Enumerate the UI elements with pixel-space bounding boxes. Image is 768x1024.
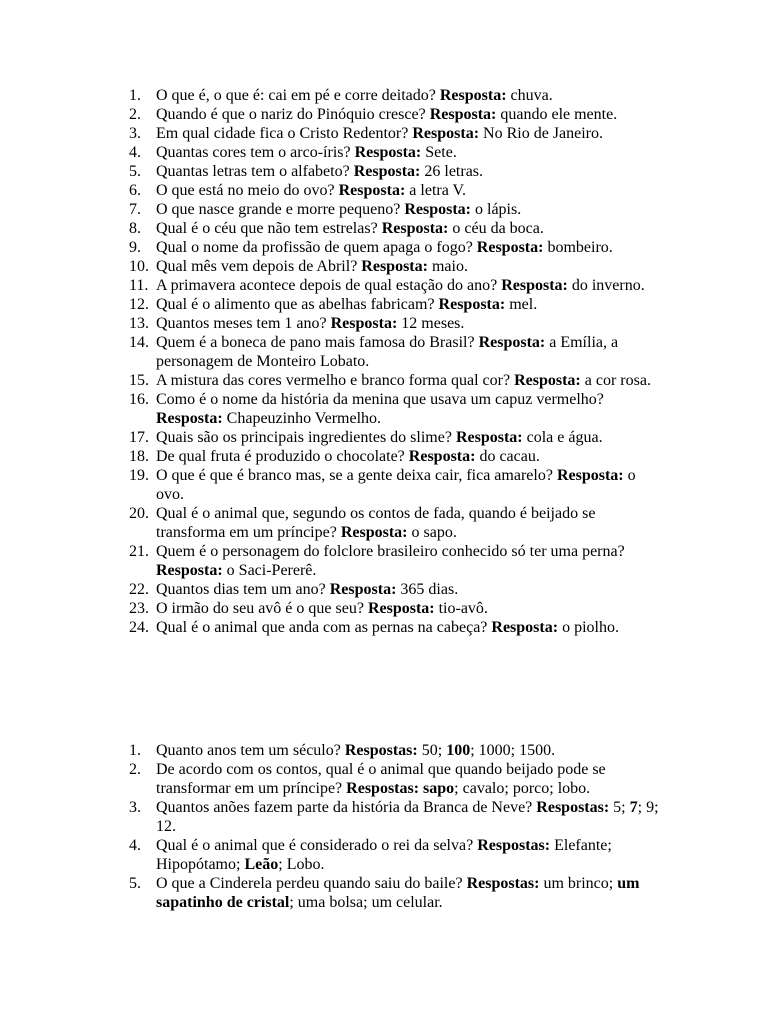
correct-option: 7 (629, 799, 638, 816)
answer-label: Resposta: (329, 581, 397, 598)
item-number: 16. (129, 391, 149, 408)
answer-label: Resposta: (338, 182, 406, 199)
answer-text: a cor rosa. (584, 372, 651, 389)
answer-text: chuva. (510, 87, 553, 104)
question-text: O que a Cinderela perdeu quando saiu do baile? (156, 875, 463, 892)
riddle-item (0, 314, 768, 333)
question-text: Qual é o animal que anda com as pernas na cabeça? (156, 619, 488, 636)
answer-label: Resposta: (156, 562, 223, 579)
question-text: De acordo com os contos, qual é o animal que quando beijado pode se transformar em um príncipe? (156, 761, 606, 797)
answer-text: Sete. (425, 144, 457, 161)
answer-option: cavalo (462, 780, 505, 797)
item-number: 18. (129, 448, 149, 465)
question-text: Quantos anões fazem parte da história da Branca de Neve? (156, 799, 533, 816)
answer-option: 1000 (478, 742, 511, 759)
riddle-item (0, 428, 768, 447)
question-text: O irmão do seu avô é o que seu? (156, 600, 364, 617)
answer-label: Resposta: (340, 524, 408, 541)
answer-option: 5 (613, 799, 622, 816)
answer-text: maio. (431, 258, 468, 275)
answer-option: 12. (156, 818, 176, 835)
item-number: 8. (129, 220, 141, 237)
correct-option: Leão (244, 856, 279, 873)
answer-text: o lápis. (475, 201, 522, 218)
item-number: 12. (129, 296, 149, 313)
question-text: Quais são os principais ingredientes do slime? (156, 429, 452, 446)
answer-option: Elefante (554, 837, 608, 854)
quiz-item: 1. Quanto anos tem um século? Respostas: 50; 100; 1000; 1500. (129, 742, 556, 759)
riddle-item (0, 105, 768, 124)
question-text: Quanto anos tem um século? (156, 742, 341, 759)
answer-option: uma bolsa (297, 894, 364, 911)
item-number: 2. (129, 106, 141, 123)
item-number: 5. (129, 875, 141, 892)
item-number: 7. (129, 201, 141, 218)
item-number: 1. (129, 87, 141, 104)
answer-label: Resposta: (156, 410, 223, 427)
riddle-item (0, 124, 768, 143)
riddle-item (0, 333, 768, 371)
item-number: 20. (129, 505, 149, 522)
correct-option: 100 (446, 742, 471, 759)
item-number: 14. (129, 334, 149, 351)
riddle-item (0, 390, 768, 428)
item-number: 10. (129, 258, 149, 275)
multiple-choice-list (0, 741, 768, 912)
answer-option: Lobo. (286, 856, 325, 873)
item-number: 4. (129, 144, 141, 161)
question-text: A primavera acontece depois de qual estação do ano? (156, 277, 498, 294)
answer-label: Resposta: (429, 106, 497, 123)
answer-text: 365 dias. (400, 581, 459, 598)
answer-text: 26 letras. (424, 163, 484, 180)
item-number: 1. (129, 742, 141, 759)
answer-option: lobo. (557, 780, 591, 797)
riddle-item (0, 143, 768, 162)
riddle-item (0, 86, 768, 105)
question-text: Quantos dias tem um ano? (156, 581, 326, 598)
quiz-item: 4. Qual é o animal que é considerado o rei da selva? Respostas: Elefante; Hipopótamo; Leão; Lobo. (129, 837, 612, 873)
answer-text: bombeiro. (547, 239, 613, 256)
item-number: 5. (129, 163, 141, 180)
item-number: 13. (129, 315, 149, 332)
question-text: Quem é a boneca de pano mais famosa do Brasil? (156, 334, 475, 351)
item-number: 11. (129, 277, 149, 294)
answers-label: Respostas: (536, 799, 610, 816)
answer-label: Resposta: (476, 239, 544, 256)
answers-label: Respostas: (466, 875, 540, 892)
question-text: Qual é o animal que, segundo os contos de fada, quando é beijado se transforma em um príncipe? (156, 505, 596, 541)
question-text: O que está no meio do ovo? (156, 182, 335, 199)
quiz-item: 3. Quantos anões fazem parte da história da Branca de Neve? Respostas: 5; 7; 9; 12. (129, 799, 659, 835)
question-text: Qual mês vem depois de Abril? (156, 258, 358, 275)
answers-label: Respostas: (477, 837, 551, 854)
answer-text: 12 meses. (401, 315, 465, 332)
answer-label: Resposta: (381, 220, 449, 237)
item-number: 6. (129, 182, 141, 199)
riddle-item (0, 295, 768, 314)
riddle-item (0, 599, 768, 618)
riddle-item (0, 257, 768, 276)
riddle-item (0, 238, 768, 257)
riddles-list (0, 86, 768, 637)
question-text: Qual é o animal que é considerado o rei da selva? (156, 837, 474, 854)
answer-text: mel. (509, 296, 538, 313)
item-number: 17. (129, 429, 149, 446)
answer-label: Resposta: (353, 163, 421, 180)
answer-label: Resposta: (514, 372, 581, 389)
answer-label: Resposta: (455, 429, 523, 446)
answer-label: Resposta: (491, 619, 559, 636)
item-number: 3. (129, 125, 141, 142)
riddle-item (0, 200, 768, 219)
answer-label: Resposta: (438, 296, 506, 313)
question-text: Em qual cidade fica o Cristo Redentor? (156, 125, 409, 142)
answer-text: a letra V. (409, 182, 467, 199)
answer-option: 1500. (519, 742, 556, 759)
riddle-item (0, 276, 768, 295)
answer-label: Resposta: (501, 277, 568, 294)
question-text: Quantas letras tem o alfabeto? (156, 163, 350, 180)
answer-text: o piolho. (562, 619, 619, 636)
item-number: 24. (129, 619, 149, 636)
question-text: Quantos meses tem 1 ano? (156, 315, 327, 332)
riddle-item (0, 504, 768, 542)
answer-option: um brinco (543, 875, 609, 892)
riddle-item (0, 162, 768, 181)
riddle-item (0, 466, 768, 504)
answer-text: No Rio de Janeiro. (483, 125, 604, 142)
item-number: 22. (129, 581, 149, 598)
item-number: 23. (129, 600, 149, 617)
item-number: 3. (129, 799, 141, 816)
correct-option: sapo (423, 780, 455, 797)
answers-label: Respostas: (344, 742, 418, 759)
question-text: De qual fruta é produzido o chocolate? (156, 448, 405, 465)
answer-text: o sapo. (411, 524, 457, 541)
question-text: O que é, o que é: cai em pé e corre deitado? (156, 87, 436, 104)
question-text: Qual é o alimento que as abelhas fabricam? (156, 296, 435, 313)
answer-label: Resposta: (367, 600, 435, 617)
answer-label: Resposta: (330, 315, 398, 332)
answer-text: o Saci-Pererê. (226, 562, 317, 579)
riddle-item (0, 580, 768, 599)
item-number: 15. (129, 372, 149, 389)
answer-option: porco (512, 780, 550, 797)
answer-label: Resposta: (439, 87, 507, 104)
riddle-item (0, 447, 768, 466)
riddle-item (0, 618, 768, 637)
answer-label: Resposta: (408, 448, 476, 465)
question-text: O que nasce grande e morre pequeno? (156, 201, 401, 218)
answer-label: Resposta: (556, 467, 624, 484)
answer-label: Resposta: (361, 258, 428, 275)
answer-label: Resposta: (404, 201, 471, 218)
answer-text: o ovo. (156, 467, 636, 503)
correct-option: um sapatinho de cristal (156, 875, 640, 911)
riddle-item (0, 542, 768, 580)
answer-label: Resposta: (354, 144, 422, 161)
question-text: A mistura das cores vermelho e branco forma qual cor? (156, 372, 511, 389)
answer-label: Resposta: (478, 334, 546, 351)
answer-text: a Emília, a personagem de Monteiro Lobato. (156, 334, 619, 370)
answers-label: Respostas: (346, 780, 420, 797)
item-number: 21. (129, 543, 149, 560)
question-text: Quando é que o nariz do Pinóquio cresce? (156, 106, 426, 123)
answer-text: o céu da boca. (452, 220, 544, 237)
answer-option: um celular. (371, 894, 443, 911)
question-text: Como é o nome da história da menina que usava um capuz vermelho? (156, 391, 604, 408)
quiz-item: 2. De acordo com os contos, qual é o animal que quando beijado pode se transformar em um príncipe? Respostas: sapo; cavalo; porco; lobo. (129, 761, 606, 797)
answer-option: 9 (646, 799, 655, 816)
quiz-item: 5. O que a Cinderela perdeu quando saiu do baile? Respostas: um brinco; um sapatinho de cristal; uma bolsa; um celular. (129, 875, 640, 911)
item-number: 2. (129, 761, 141, 778)
item-number: 4. (129, 837, 141, 854)
answer-text: do cacau. (479, 448, 540, 465)
item-number: 9. (129, 239, 141, 256)
riddle-item (0, 181, 768, 200)
question-text: Qual o nome da profissão de quem apaga o fogo? (156, 239, 473, 256)
question-text: O que é que é branco mas, se a gente deixa cair, fica amarelo? (156, 467, 553, 484)
riddle-item (0, 219, 768, 238)
item-number: 19. (129, 467, 149, 484)
answer-text: cola e água. (526, 429, 603, 446)
answer-label: Resposta: (412, 125, 480, 142)
answer-text: Chapeuzinho Vermelho. (226, 410, 382, 427)
question-text: Quantas cores tem o arco-íris? (156, 144, 351, 161)
answer-text: quando ele mente. (500, 106, 618, 123)
riddle-item (0, 371, 768, 390)
answer-text: tio-avô. (438, 600, 488, 617)
question-text: Qual é o céu que não tem estrelas? (156, 220, 378, 237)
question-text: Quem é o personagem do folclore brasileiro conhecido só ter uma perna? (156, 543, 625, 560)
answer-option: Hipopótamo (156, 856, 236, 873)
answer-option: 50 (421, 742, 438, 759)
answer-text: do inverno. (571, 277, 645, 294)
